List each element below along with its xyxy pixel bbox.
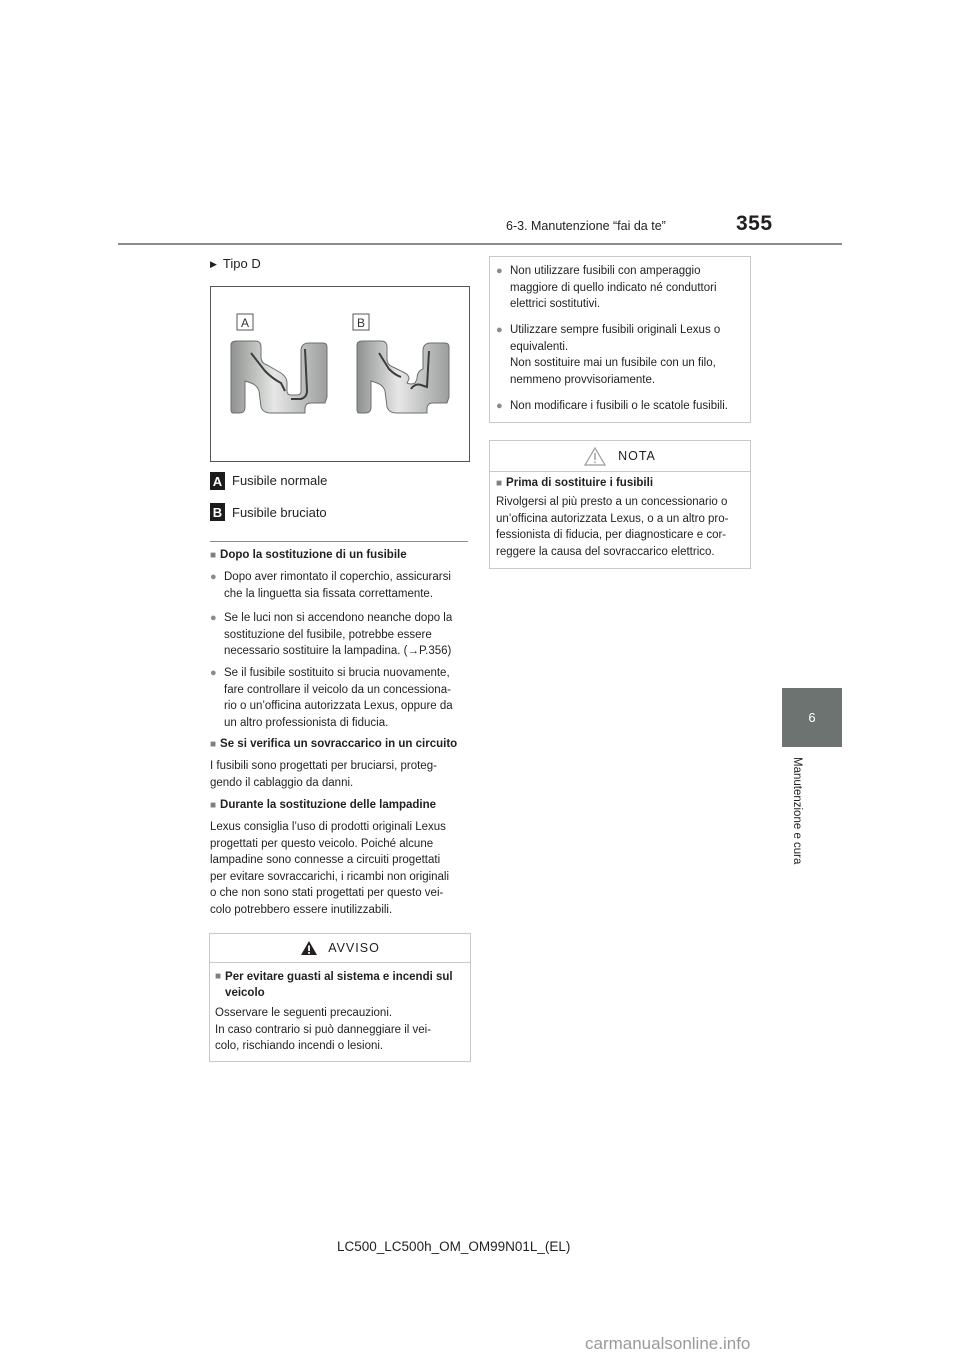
paragraph-line: Lexus consiglia l’uso di prodotti originali Lexus [210,821,446,833]
header-divider [118,243,842,245]
fuse-illustration [211,287,469,461]
list-item [496,398,746,415]
notice-line: Rivolgersi al più presto a un concessionario o [496,496,728,508]
list-item [210,569,470,602]
paragraph-line: lampadine sono connesse a circuiti progettati [210,854,441,866]
paragraph-line: colo potrebbero essere inutilizzabili. [210,903,393,916]
square-marker-icon: ■ [215,971,222,982]
paragraph-overload [210,758,472,791]
warning-continuation-box [489,256,751,423]
chapter-tab [782,688,842,747]
list-item-line: Non utilizzare fusibili con amperaggio [510,265,701,277]
list-item [210,610,470,660]
notice-line: fessionista di fiducia, per diagnosticare e cor- [496,529,727,541]
warning-body [215,1005,465,1055]
callout-a: A [240,316,250,330]
list-item-line: Se il fusibile sostituito si brucia nuovamente, [224,667,450,679]
list-item-line: Se le luci non si accendono neanche dopo la [224,612,453,624]
bullet-circle-icon: ● [210,667,217,679]
section-heading-after-replacement [210,549,407,561]
notice-line: un’officina autorizzata Lexus, o a un altro pro- [496,512,729,525]
watermark: carmanualsonline.info [585,1334,751,1353]
section-divider [210,541,468,542]
list-item-line: sostituzione del fusibile, potrebbe essere [224,628,432,641]
section-heading-text: Se si verifica un sovraccarico in un circuito [220,738,458,750]
warning-box [209,933,471,1062]
list-item-line: maggiore di quello indicato né conduttori [510,281,717,294]
bullet-circle-icon: ● [210,571,217,583]
notice-box [489,440,751,569]
notice-line: reggere la causa del sovraccarico elettrico. [496,545,715,558]
bullet-circle-icon: ● [496,265,503,277]
legend-item-a [210,472,225,490]
notice-header [490,441,750,472]
warning-heading-line: veicolo [225,987,265,999]
bullet-circle-icon: ● [496,400,503,412]
warning-line: In caso contrario si può danneggiare il vei- [215,1023,432,1036]
footer-model-code: LC500_LC500h_OM_OM99N01L_(EL) [337,1239,571,1254]
list-item-line: fare controllare il veicolo da un concessiona- [224,683,451,696]
callout-b: B [356,316,366,330]
list-item-line: Dopo aver rimontato il coperchio, assicurarsi [224,571,451,583]
square-marker-icon: ■ [210,739,217,750]
bullet-circle-icon: ● [496,324,503,336]
square-marker-icon: ■ [210,800,217,811]
triangle-pointer-icon: ▶ [210,259,217,269]
notice-title: NOTA [618,449,656,463]
warning-heading [215,969,465,1001]
legend-item-b [210,503,225,521]
warning-title: AVVISO [328,941,380,955]
normal-fuse-shape [231,341,327,413]
list-item-line: un altro professionista di fiducia. [224,716,389,729]
legend-text-a: Fusibile normale [232,473,328,488]
chapter-number: 6 [808,710,816,725]
list-item-line: Utilizzare sempre fusibili originali Lexus o [510,324,721,336]
notice-heading-text: Prima di sostituire i fusibili [506,477,654,489]
square-marker-icon: ■ [210,550,217,561]
list-item-line: Non modificare i fusibili o le scatole fusibili. [510,400,728,412]
paragraph-line: per evitare sovraccarichi, i ricambi non originali [210,870,450,883]
bullet-circle-icon: ● [210,612,217,624]
paragraph-bulbs [210,819,472,918]
legend-label-b: B [210,503,225,521]
paragraph-line: I fusibili sono progettati per bruciarsi, proteg- [210,760,437,772]
list-item [210,665,470,731]
legend-label-a: A [210,472,225,490]
section-title: 6-3. Manutenzione “fai da te” [506,219,666,233]
paragraph-line: gendo il cablaggio da danni. [210,776,354,789]
notice-heading [496,477,744,489]
warning-line: colo, rischiando incendi o lesioni. [215,1040,384,1052]
blown-fuse-shape [357,341,449,413]
caution-triangle-icon [584,447,606,466]
chapter-label: Manutenzione e cura [791,757,803,865]
warning-heading-line: Per evitare guasti al sistema e incendi sul [225,971,453,983]
legend-text-b: Fusibile bruciato [232,505,327,520]
list-item-line: nemmeno provvisoriamente. [510,373,656,386]
list-item-line: rio o un’officina autorizzata Lexus, oppure da [224,700,453,712]
section-heading-bulbs [210,799,436,811]
list-item-line: elettrici sostitutivi. [510,298,601,310]
list-item-line: che la linguetta sia fissata correttamente. [224,587,434,600]
figure-heading [210,256,261,271]
page-number: 355 [736,212,773,235]
figure-heading-text: Tipo D [222,256,261,271]
paragraph-line: o che non sono stati progettati per questo vei- [210,887,444,899]
section-heading-overload [210,738,457,750]
list-item-line: equivalenti. [510,340,569,353]
notice-body [496,494,744,560]
paragraph-line: progettati per questo veicolo. Poiché alcune [210,837,434,850]
section-heading-text: Dopo la sostituzione di un fusibile [220,549,407,561]
list-item-line: Non sostituire mai un fusibile con un filo, [510,357,716,369]
warning-line: Osservare le seguenti precauzioni. [215,1007,393,1019]
section-heading-text: Durante la sostituzione delle lampadine [220,799,437,811]
warning-triangle-icon [300,940,318,956]
fuse-figure [210,286,470,462]
list-item [496,263,746,313]
warning-header [210,934,470,963]
list-item [496,322,746,388]
list-item-line: necessario sostituire la lampadina. (→P.356) [224,645,452,657]
square-marker-icon: ■ [496,478,503,489]
